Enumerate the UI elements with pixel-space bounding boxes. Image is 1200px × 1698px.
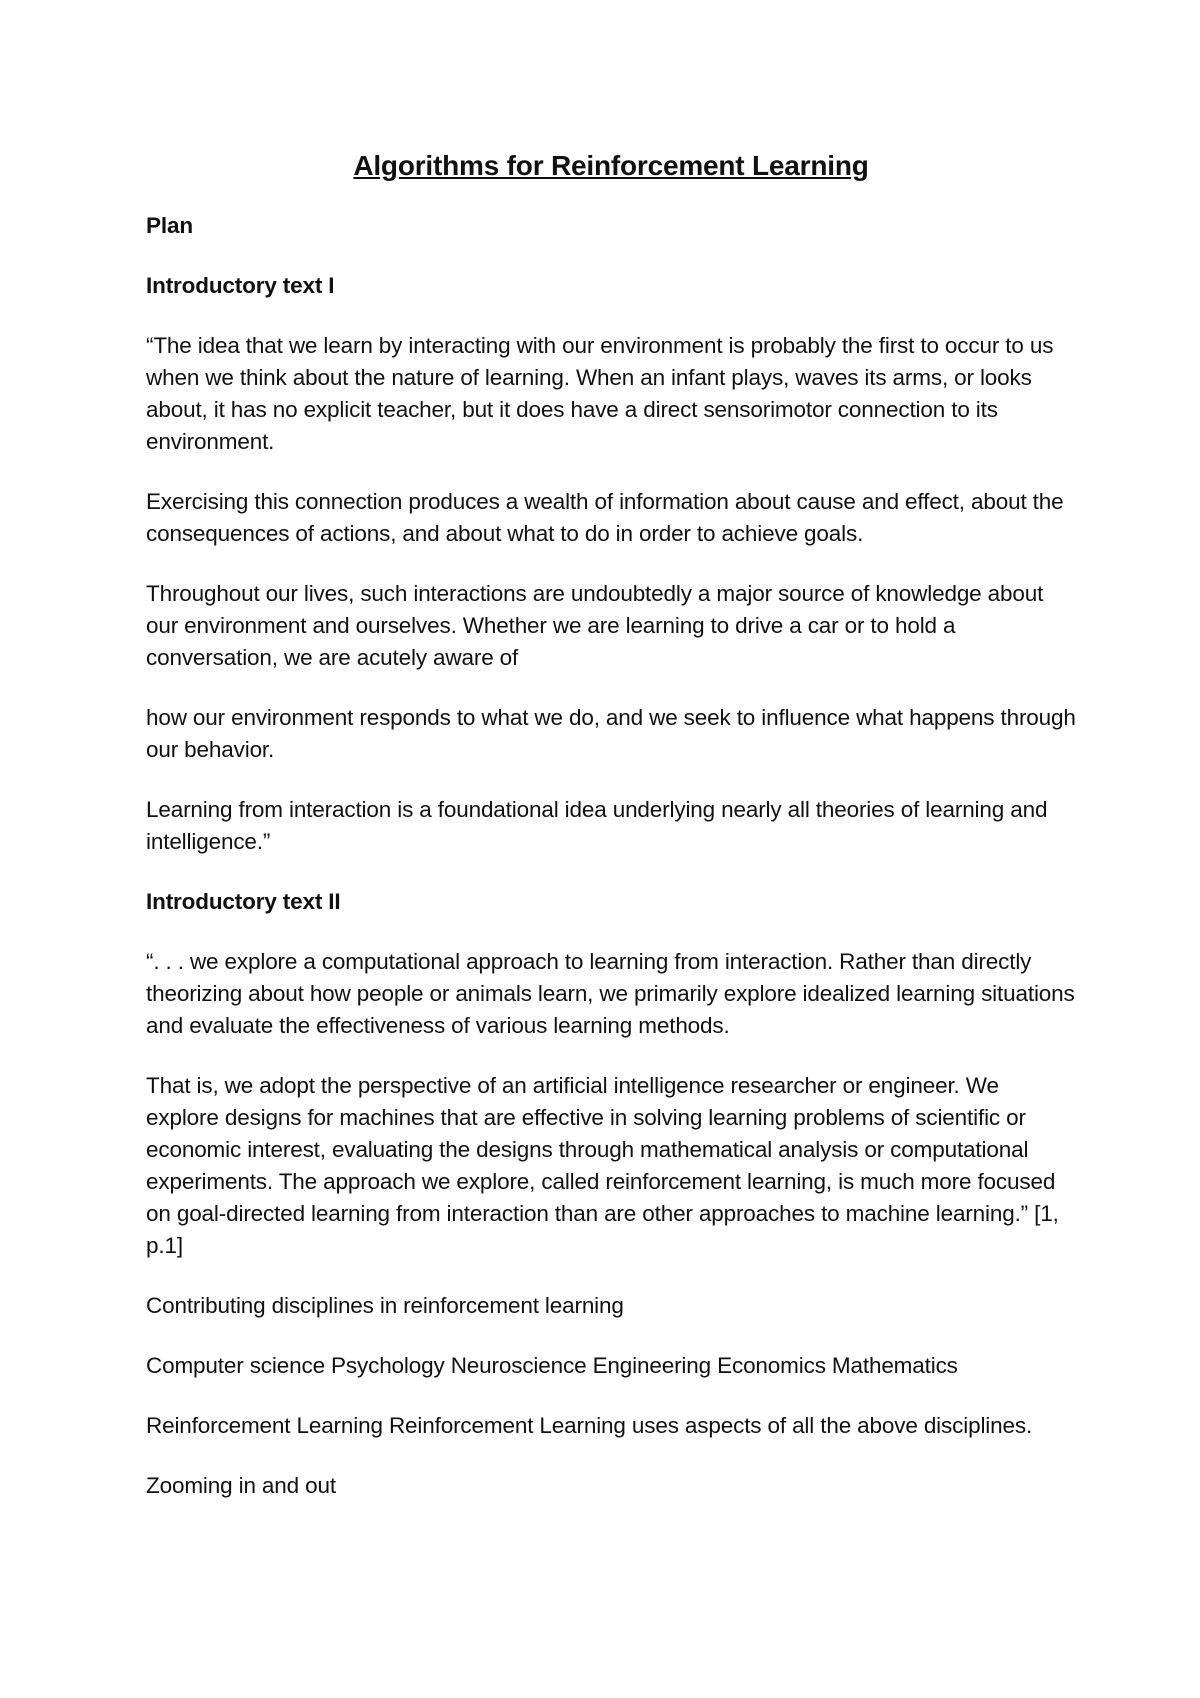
rl-line: Reinforcement Learning Reinforcement Learning uses aspects of all the above disciplines.: [146, 1413, 1033, 1438]
plan-heading: Plan: [146, 213, 193, 238]
intro1-paragraph-5: Learning from interaction is a foundational idea underlying nearly all theories of learning and intelligence.”: [146, 797, 1048, 854]
intro1-paragraph-4: how our environment responds to what we do, and we seek to influence what happens through our behavior.: [146, 705, 1076, 762]
document-title: Algorithms for Reinforcement Learning: [353, 150, 869, 181]
zooming-line: Zooming in and out: [146, 1473, 336, 1498]
intro1-heading: Introductory text I: [146, 273, 335, 298]
intro1-paragraph-3: Throughout our lives, such interactions are undoubtedly a major source of knowledge about our environment and ourselves. Whether we are learning to drive a car or to hold a conversation, we are acutely aware of: [146, 581, 1044, 670]
disciplines-line: Computer science Psychology Neuroscience Engineering Economics Mathematics: [146, 1353, 958, 1378]
intro2-paragraph-2: That is, we adopt the perspective of an artificial intelligence researcher or engineer. We explore designs for machines that are effective in solving learning problems of scientific or economic interest, evaluating the designs through mathematical analysis or computational experiments. The approach we explore, called reinforcement learning, is much more focused on goal-directed learning from interaction than are other approaches to machine learning.” [1, p.1]: [146, 1073, 1059, 1258]
contributing-heading: Contributing disciplines in reinforcement learning: [146, 1293, 624, 1318]
intro2-heading: Introductory text II: [146, 889, 341, 914]
intro1-paragraph-2: Exercising this connection produces a wealth of information about cause and effect, about the consequences of actions, and about what to do in order to achieve goals.: [146, 489, 1064, 546]
document-page: [146, 148, 1076, 1530]
intro2-paragraph-1: “. . . we explore a computational approach to learning from interaction. Rather than directly theorizing about how people or animals learn, we primarily explore idealized learning situations and evaluate the effectiveness of various learning methods.: [146, 949, 1075, 1038]
intro1-paragraph-1: “The idea that we learn by interacting with our environment is probably the first to occur to us when we think about the nature of learning. When an infant plays, waves its arms, or looks about, it has no explicit teacher, but it does have a direct sensorimotor connection to its environment.: [146, 333, 1054, 454]
